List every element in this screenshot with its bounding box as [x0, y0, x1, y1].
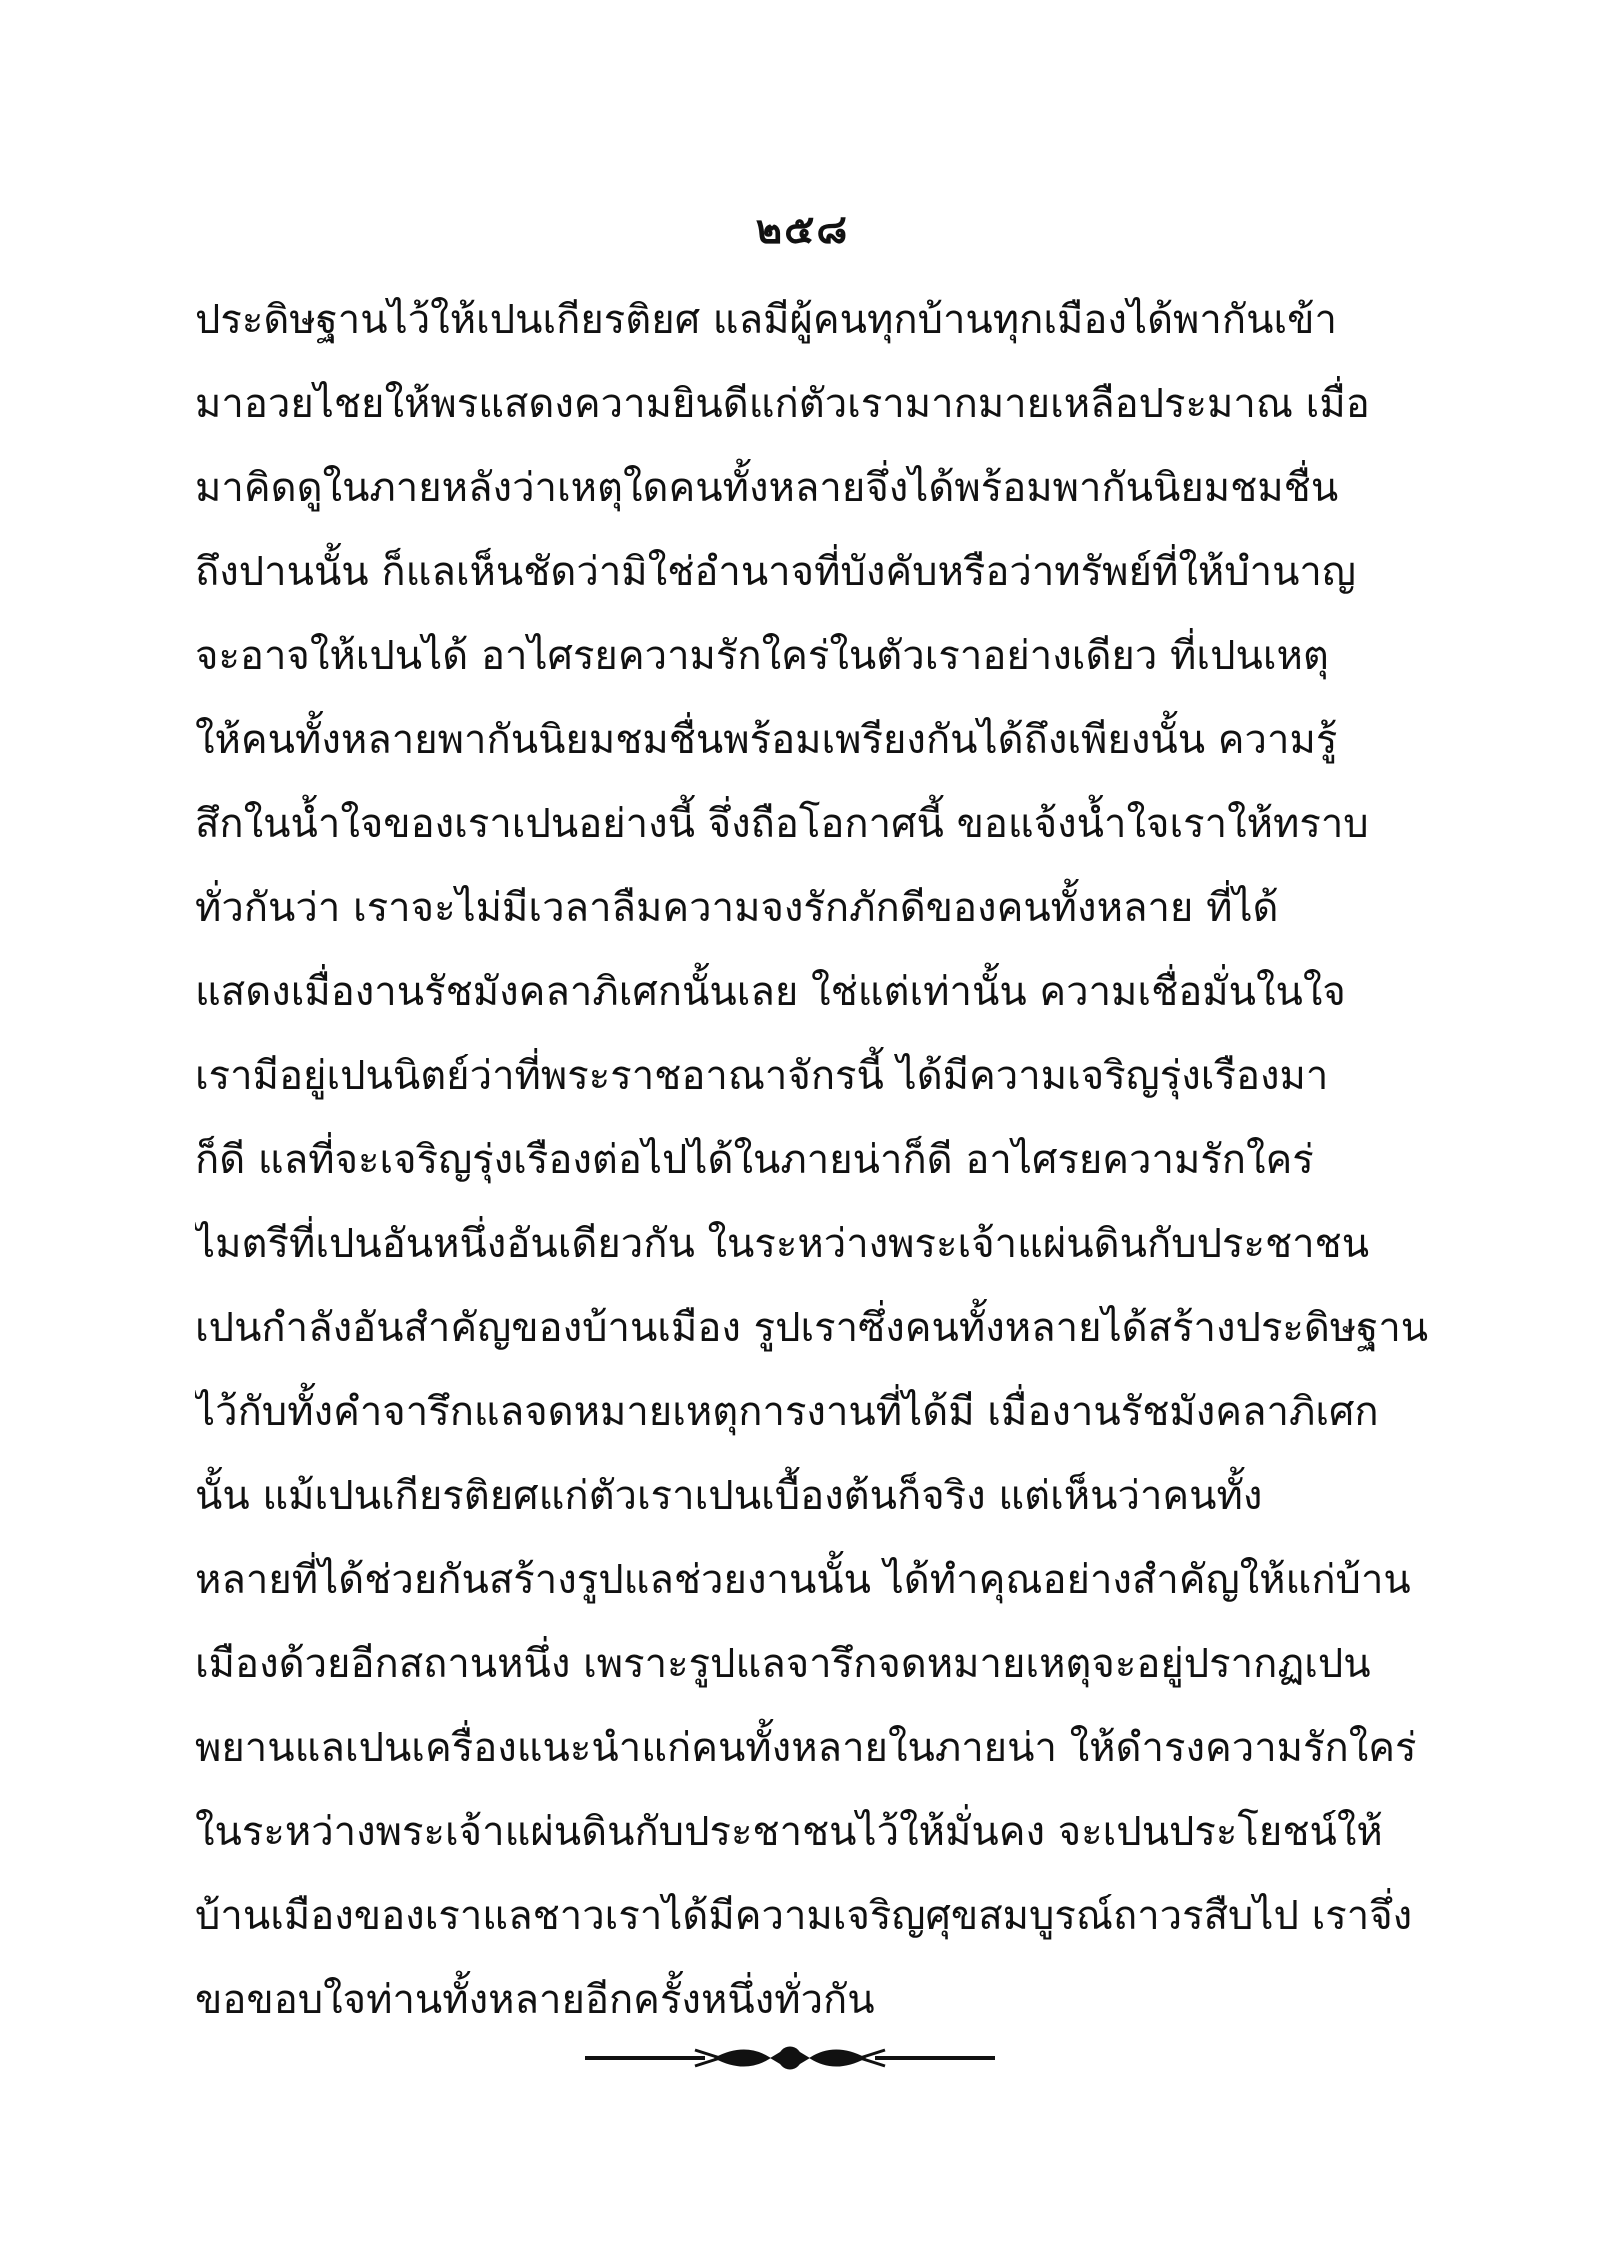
text-line-content: เรามีอยู่เปนนิตย์ว่าที่พระราชอาณาจักรนี้ ได้มีความเจริญรุ่งเรืองมา [195, 1053, 1329, 1099]
text-line-content: แสดงเมื่องานรัชมังคลาภิเศกนั้นเลย ใช่แต่เท่านั้น ความเชื่อมั่นในใจ [195, 969, 1346, 1015]
text-line [195, 362, 1435, 446]
text-line-content: ไว้กับทั้งคำจารึกแลจดหมายเหตุการงานที่ได้มี เมื่องานรัชมังคลาภิเศก [195, 1389, 1379, 1435]
text-line-content: พยานแลเปนเครื่องแนะนำแก่คนทั้งหลายในภายน่า ให้ดำรงความรักใคร่ [195, 1725, 1417, 1771]
text-line-content: ถึงปานนั้น ก็แลเห็นชัดว่ามิใช่อำนาจที่บังคับหรือว่าทรัพย์ที่ให้บำนาญ [195, 549, 1356, 595]
text-line [195, 866, 1435, 950]
text-line [195, 1034, 1435, 1118]
body-text [195, 278, 1435, 2042]
text-line-content: บ้านเมืองของเราแลชาวเราได้มีความเจริญศุขสมบูรณ์ถาวรสืบไป เราจึ่ง [195, 1893, 1413, 1939]
text-line [195, 1370, 1435, 1454]
text-line [195, 782, 1435, 866]
text-line-content: ทั่วกันว่า เราจะไม่มีเวลาลืมความจงรักภักดีของคนทั้งหลาย ที่ได้ [195, 885, 1279, 931]
text-line-content: ก็ดี แลที่จะเจริญรุ่งเรืองต่อไปได้ในภายน่าก็ดี อาไศรยความรักใคร่ [195, 1137, 1314, 1183]
page-number: ๒๕๘ [755, 207, 850, 253]
text-line [195, 1790, 1435, 1874]
text-line [195, 1958, 1435, 2042]
text-line-content: มาอวยไชยให้พรแสดงความยินดีแก่ตัวเรามากมายเหลือประมาณ เมื่อ [195, 381, 1370, 427]
text-line [195, 614, 1435, 698]
text-line [195, 1118, 1435, 1202]
text-line-content: ขอขอบใจท่านทั้งหลายอีกครั้งหนึ่งทั่วกัน [195, 1977, 875, 2023]
text-line [195, 1538, 1435, 1622]
text-line-content: สึกในน้ำใจของเราเปนอย่างนี้ จึ่งถือโอกาศนี้ ขอแจ้งน้ำใจเราให้ทราบ [195, 801, 1369, 847]
text-line [195, 1202, 1435, 1286]
text-line-content: ประดิษฐานไว้ให้เปนเกียรติยศ แลมีผู้คนทุกบ้านทุกเมืองได้พากันเข้า [195, 297, 1337, 343]
text-line-content: ไมตรีที่เปนอันหนึ่งอันเดียวกัน ในระหว่างพระเจ้าแผ่นดินกับประชาชน [195, 1221, 1370, 1267]
end-of-text-fleuron-icon [585, 2038, 995, 2078]
text-line [195, 950, 1435, 1034]
text-line [195, 1706, 1435, 1790]
text-line-content: หลายที่ได้ช่วยกันสร้างรูปแลช่วยงานนั้น ได้ทำคุณอย่างสำคัญให้แก่บ้าน [195, 1557, 1411, 1603]
text-line [195, 1874, 1435, 1958]
text-line-content: จะอาจให้เปนได้ อาไศรยความรักใคร่ในตัวเราอย่างเดียว ที่เปนเหตุ [195, 633, 1329, 679]
text-line-content: เปนกำลังอันสำคัญของบ้านเมือง รูปเราซึ่งคนทั้งหลายได้สร้างประดิษฐาน [195, 1305, 1429, 1351]
text-line [195, 1286, 1435, 1370]
text-line-content: นั้น แม้เปนเกียรติยศแก่ตัวเราเปนเบื้องต้นก็จริง แต่เห็นว่าคนทั้ง [195, 1473, 1263, 1519]
text-line-content: มาคิดดูในภายหลังว่าเหตุใดคนทั้งหลายจึ่งได้พร้อมพากันนิยมชมชื่น [195, 465, 1339, 511]
text-line [195, 698, 1435, 782]
text-line [195, 446, 1435, 530]
text-line [195, 530, 1435, 614]
text-line-content: เมืองด้วยอีกสถานหนึ่ง เพราะรูปแลจารึกจดหมายเหตุจะอยู่ปรากฏเปน [195, 1641, 1371, 1687]
text-line [195, 1454, 1435, 1538]
text-line [195, 278, 1435, 362]
text-line [195, 1622, 1435, 1706]
text-line-content: ในระหว่างพระเจ้าแผ่นดินกับประชาชนไว้ให้มั่นคง จะเปนประโยชน์ให้ [195, 1809, 1383, 1855]
text-line-content: ให้คนทั้งหลายพากันนิยมชมชื่นพร้อมเพรียงกันได้ถึงเพียงนั้น ความรู้ [195, 717, 1338, 763]
